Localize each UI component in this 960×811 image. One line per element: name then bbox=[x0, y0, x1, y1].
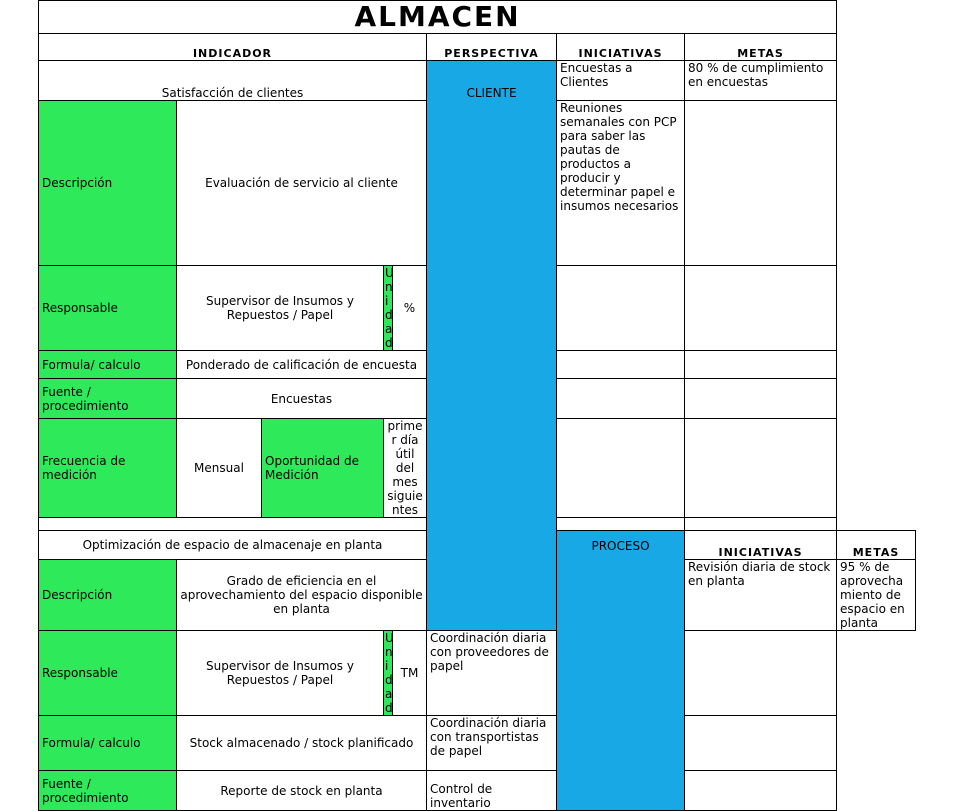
perspective-cell bbox=[427, 61, 557, 631]
initiative-cell: Coordinación diaria con proveedores de papel bbox=[427, 631, 557, 716]
responsable-label: Responsable bbox=[39, 631, 177, 716]
responsable-label: Responsable bbox=[39, 266, 177, 351]
spacer-cell bbox=[557, 518, 685, 531]
unidad-value: % bbox=[393, 266, 427, 351]
meta-cell: 80 % de cumplimiento en encuestas bbox=[685, 61, 837, 101]
frecuencia-value: Mensual bbox=[177, 419, 262, 518]
descripcion-label: Descripción bbox=[39, 560, 177, 631]
header-indicador: INDICADOR bbox=[39, 34, 427, 61]
oportunidad-label: Oportunidad de Medición bbox=[262, 419, 384, 518]
spacer-row bbox=[39, 518, 427, 531]
fuente-label: Fuente / procedimiento bbox=[39, 379, 177, 419]
formula-value: Ponderado de calificación de encuesta bbox=[177, 351, 427, 379]
formula-label: Formula/ calculo bbox=[39, 351, 177, 379]
header-metas: METAS bbox=[685, 34, 837, 61]
initiative-cell: Reuniones semanales con PCP para saber las pautas de productos a producir y determinar papel e insumos necesarios bbox=[557, 101, 685, 266]
sheet-title: ALMACEN bbox=[39, 1, 837, 34]
header-perspectiva: PERSPECTIVA bbox=[427, 34, 557, 61]
descripcion-value: Evaluación de servicio al cliente bbox=[177, 101, 427, 266]
fuente-label: Fuente / procedimiento bbox=[39, 771, 177, 811]
indicator-name: Satisfacción de clientes bbox=[39, 61, 427, 101]
perspective-cell bbox=[557, 531, 685, 811]
initiative-cell: Control de inventario bbox=[427, 771, 557, 811]
fuente-value: Encuestas bbox=[177, 379, 427, 419]
responsable-value: Supervisor de Insumos y Repuestos / Papel bbox=[177, 631, 384, 716]
formula-value: Stock almacenado / stock planificado bbox=[177, 716, 427, 771]
unidad-label-text: Unidad bbox=[385, 631, 394, 715]
initiative-cell-empty bbox=[557, 419, 685, 518]
descripcion-value: Grado de eficiencia en el aprovechamiento del espacio disponible en planta bbox=[177, 560, 427, 631]
initiative-cell-empty bbox=[557, 266, 685, 351]
initiative-cell-empty bbox=[557, 379, 685, 419]
header-iniciativas: INICIATIVAS bbox=[557, 34, 685, 61]
unidad-label-text: Unidad bbox=[385, 266, 394, 350]
meta-cell: 95 % de aprovechamiento de espacio en planta bbox=[837, 560, 916, 631]
unidad-value: TM bbox=[393, 631, 427, 716]
spacer-cell bbox=[685, 518, 837, 531]
meta-cell-empty bbox=[685, 716, 837, 771]
meta-cell-empty bbox=[685, 631, 837, 716]
meta-cell-empty bbox=[685, 379, 837, 419]
descripcion-label: Descripción bbox=[39, 101, 177, 266]
perspective-label: PROCESO bbox=[591, 539, 650, 553]
initiative-cell: Coordinación diaria con transportistas de papel bbox=[427, 716, 557, 771]
meta-cell-empty bbox=[685, 771, 837, 811]
meta-cell-empty bbox=[685, 419, 837, 518]
initiative-cell-empty bbox=[557, 351, 685, 379]
meta-cell-empty bbox=[685, 351, 837, 379]
frecuencia-label: Frecuencia de medición bbox=[39, 419, 177, 518]
fuente-value: Reporte de stock en planta bbox=[177, 771, 427, 811]
perspective-label: CLIENTE bbox=[466, 86, 517, 100]
iniciativas-subheader: INICIATIVAS bbox=[685, 531, 837, 560]
metas-subheader: METAS bbox=[837, 531, 916, 560]
almacen-table bbox=[38, 0, 916, 811]
unidad-label bbox=[384, 631, 393, 716]
initiative-cell: Encuestas a Clientes bbox=[557, 61, 685, 101]
initiative-cell: Revisión diaria de stock en planta bbox=[685, 560, 837, 631]
oportunidad-value: primer día útil del mes siguientes bbox=[384, 419, 427, 518]
indicator-name: Optimización de espacio de almacenaje en planta bbox=[39, 531, 427, 560]
meta-cell-empty bbox=[685, 101, 837, 266]
meta-cell-empty bbox=[685, 266, 837, 351]
unidad-label bbox=[384, 266, 393, 351]
responsable-value: Supervisor de Insumos y Repuestos / Papel bbox=[177, 266, 384, 351]
formula-label: Formula/ calculo bbox=[39, 716, 177, 771]
